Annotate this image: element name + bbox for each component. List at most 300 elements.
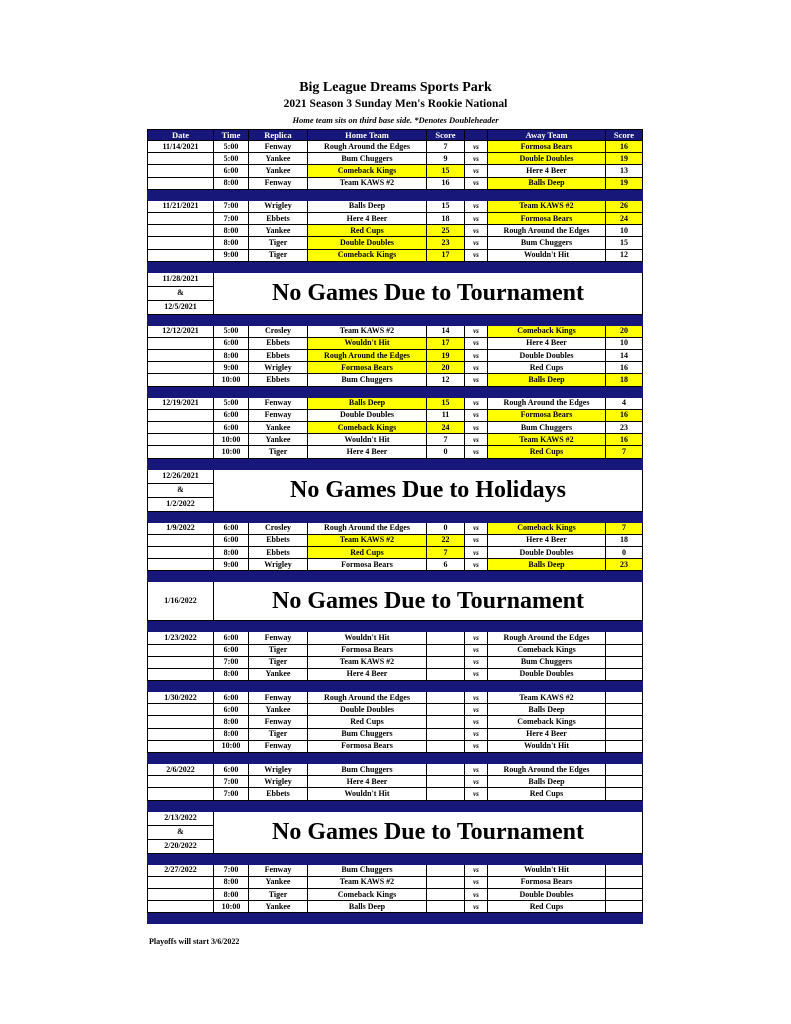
home-team: Rough Around the Edges [308,141,427,153]
home-team: Red Cups [308,225,427,237]
game-date [148,153,214,165]
separator-cell [308,189,427,200]
game-replica-field: Crosley [249,522,308,534]
separator-cell [249,189,308,200]
away-score [606,888,643,900]
game-replica-field: Fenway [249,397,308,409]
vs-label: vs [465,728,488,740]
away-score [606,728,643,740]
home-score: 12 [427,374,465,386]
game-time: 10:00 [214,901,249,913]
game-date [148,901,214,913]
game-row [148,692,643,704]
separator-cell [427,753,465,764]
game-replica-field: Tiger [249,728,308,740]
separator-cell [148,800,214,811]
separator-cell [308,571,427,582]
game-row [148,864,643,876]
home-team: Wouldn't Hit [308,337,427,349]
game-replica-field: Yankee [249,704,308,716]
away-score [606,692,643,704]
vs-label: vs [465,692,488,704]
game-row [148,237,643,249]
col-header-home-team: Home Team [308,130,427,141]
page-subtitle: 2021 Season 3 Sunday Men's Rookie National [283,98,508,110]
game-replica-field: Ebbets [249,350,308,362]
game-date: 11/14/2021 [148,141,214,153]
home-score: 15 [427,397,465,409]
game-time: 10:00 [214,740,249,752]
home-score: 7 [427,141,465,153]
separator-cell [488,621,606,632]
game-replica-field: Ebbets [249,212,308,224]
separator-cell [488,511,606,522]
home-score: 15 [427,165,465,177]
separator-cell [488,261,606,272]
game-time: 6:00 [214,632,249,644]
away-team: Rough Around the Edges [488,225,606,237]
home-team: Here 4 Beer [308,668,427,680]
separator-cell [427,261,465,272]
home-team: Wouldn't Hit [308,434,427,446]
separator-cell [427,189,465,200]
col-header-vs [465,130,488,141]
away-team: Formosa Bears [488,212,606,224]
away-score [606,776,643,788]
separator-cell [606,681,643,692]
away-team: Comeback Kings [488,522,606,534]
home-score [427,728,465,740]
home-score: 6 [427,559,465,571]
separator-cell [606,800,643,811]
separator-row [148,800,643,811]
away-score [606,788,643,800]
game-date: 1/30/2022 [148,692,214,704]
home-score: 24 [427,422,465,434]
game-row [148,716,643,728]
no-games-date: 11/28/2021 [148,272,214,286]
away-team: Red Cups [488,788,606,800]
page-title: Big League Dreams Sports Park [299,80,492,95]
home-team: Bum Chuggers [308,728,427,740]
game-time: 8:00 [214,546,249,558]
separator-cell [148,314,214,325]
vs-label: vs [465,656,488,668]
game-date [148,668,214,680]
game-replica-field: Yankee [249,422,308,434]
home-score: 23 [427,237,465,249]
home-team: Formosa Bears [308,362,427,374]
separator-cell [606,189,643,200]
separator-cell [308,314,427,325]
game-date: 2/27/2022 [148,864,214,876]
game-replica-field: Yankee [249,876,308,888]
game-time: 6:00 [214,409,249,421]
home-score: 17 [427,337,465,349]
home-score: 19 [427,350,465,362]
vs-label: vs [465,559,488,571]
game-row [148,559,643,571]
separator-cell [249,913,308,924]
separator-cell [249,458,308,469]
game-date: 1/9/2022 [148,522,214,534]
separator-cell [465,458,488,469]
game-row [148,764,643,776]
home-team: Bum Chuggers [308,864,427,876]
home-score: 0 [427,522,465,534]
game-time: 6:00 [214,422,249,434]
home-team: Wouldn't Hit [308,788,427,800]
away-score [606,901,643,913]
away-team: Rough Around the Edges [488,397,606,409]
game-row [148,325,643,337]
vs-label: vs [465,362,488,374]
vs-label: vs [465,776,488,788]
vs-label: vs [465,876,488,888]
separator-cell [308,800,427,811]
game-date [148,704,214,716]
game-row [148,225,643,237]
away-team: Wouldn't Hit [488,740,606,752]
separator-cell [214,913,249,924]
separator-cell [606,853,643,864]
separator-row [148,189,643,200]
away-team: Balls Deep [488,374,606,386]
game-row [148,141,643,153]
game-replica-field: Tiger [249,446,308,458]
game-replica-field: Wrigley [249,764,308,776]
separator-cell [427,853,465,864]
away-team: Wouldn't Hit [488,864,606,876]
game-time: 6:00 [214,534,249,546]
game-time: 8:00 [214,225,249,237]
game-time: 7:00 [214,656,249,668]
game-time: 8:00 [214,350,249,362]
away-score: 15 [606,237,643,249]
away-score [606,632,643,644]
separator-cell [249,511,308,522]
away-team: Formosa Bears [488,141,606,153]
away-score [606,864,643,876]
home-team: Comeback Kings [308,249,427,261]
away-team: Bum Chuggers [488,237,606,249]
away-team: Rough Around the Edges [488,764,606,776]
game-date [148,409,214,421]
separator-cell [427,913,465,924]
away-score: 24 [606,212,643,224]
away-team: Comeback Kings [488,644,606,656]
away-score: 16 [606,409,643,421]
away-team: Red Cups [488,901,606,913]
game-replica-field: Fenway [249,692,308,704]
separator-cell [606,913,643,924]
game-replica-field: Fenway [249,141,308,153]
no-games-date: 12/26/2021 [148,469,214,483]
home-score: 0 [427,446,465,458]
game-row [148,165,643,177]
home-team: Team KAWS #2 [308,325,427,337]
away-score [606,644,643,656]
home-team: Team KAWS #2 [308,177,427,189]
home-team: Balls Deep [308,397,427,409]
separator-cell [606,386,643,397]
game-replica-field: Tiger [249,644,308,656]
no-games-banner: No Games Due to Tournament [214,582,643,621]
game-time: 7:00 [214,776,249,788]
home-team: Bum Chuggers [308,374,427,386]
home-score: 22 [427,534,465,546]
away-score: 16 [606,362,643,374]
separator-row [148,314,643,325]
game-date [148,212,214,224]
game-row [148,668,643,680]
game-row [148,409,643,421]
away-score: 18 [606,534,643,546]
away-score: 0 [606,546,643,558]
separator-cell [488,386,606,397]
no-games-date: & [148,286,214,300]
away-team: Comeback Kings [488,325,606,337]
separator-cell [606,261,643,272]
schedule-note: Home team sits on third base side. *Denotes Doubleheader [292,115,499,125]
game-time: 6:00 [214,337,249,349]
game-row [148,249,643,261]
separator-cell [488,314,606,325]
game-time: 7:00 [214,864,249,876]
game-replica-field: Ebbets [249,788,308,800]
no-games-row [148,582,643,621]
col-header-replica: Replica [249,130,308,141]
no-games-date: & [148,825,214,839]
vs-label: vs [465,337,488,349]
game-date [148,776,214,788]
game-replica-field: Wrigley [249,362,308,374]
separator-cell [148,189,214,200]
home-team: Rough Around the Edges [308,692,427,704]
game-date [148,534,214,546]
game-date [148,237,214,249]
game-row [148,446,643,458]
separator-cell [308,913,427,924]
home-score [427,632,465,644]
away-team: Balls Deep [488,559,606,571]
no-games-date: 2/13/2022 [148,811,214,825]
separator-row [148,621,643,632]
away-score: 18 [606,374,643,386]
game-date [148,177,214,189]
game-time: 6:00 [214,165,249,177]
separator-cell [214,386,249,397]
separator-cell [148,261,214,272]
home-team: Formosa Bears [308,740,427,752]
vs-label: vs [465,668,488,680]
separator-cell [465,571,488,582]
game-time: 8:00 [214,716,249,728]
no-games-date: 2/20/2022 [148,839,214,853]
game-replica-field: Fenway [249,632,308,644]
vs-label: vs [465,740,488,752]
game-row [148,656,643,668]
home-score [427,716,465,728]
separator-cell [148,681,214,692]
game-time: 8:00 [214,668,249,680]
separator-row [148,913,643,924]
game-replica-field: Tiger [249,656,308,668]
away-score [606,716,643,728]
separator-cell [249,386,308,397]
separator-cell [488,913,606,924]
game-row [148,522,643,534]
separator-cell [148,621,214,632]
home-team: Bum Chuggers [308,764,427,776]
away-team: Rough Around the Edges [488,632,606,644]
game-time: 6:00 [214,692,249,704]
game-time: 5:00 [214,325,249,337]
vs-label: vs [465,212,488,224]
away-score: 4 [606,397,643,409]
home-score [427,704,465,716]
away-team: Team KAWS #2 [488,434,606,446]
home-score: 14 [427,325,465,337]
col-header-time: Time [214,130,249,141]
vs-label: vs [465,165,488,177]
separator-cell [214,681,249,692]
separator-cell [308,386,427,397]
game-row [148,644,643,656]
separator-cell [465,681,488,692]
game-time: 7:00 [214,200,249,212]
game-date [148,225,214,237]
vs-label: vs [465,522,488,534]
game-time: 5:00 [214,397,249,409]
game-date [148,716,214,728]
home-score: 18 [427,212,465,224]
separator-cell [427,800,465,811]
game-date: 11/21/2021 [148,200,214,212]
away-score: 20 [606,325,643,337]
vs-label: vs [465,644,488,656]
vs-label: vs [465,788,488,800]
game-date: 1/23/2022 [148,632,214,644]
game-date [148,337,214,349]
home-team: Comeback Kings [308,165,427,177]
game-date [148,740,214,752]
vs-label: vs [465,409,488,421]
vs-label: vs [465,888,488,900]
no-games-banner: No Games Due to Tournament [214,272,643,314]
no-games-row [148,469,643,483]
away-score: 13 [606,165,643,177]
game-time: 6:00 [214,764,249,776]
game-date [148,374,214,386]
separator-row [148,571,643,582]
home-team: Double Doubles [308,704,427,716]
separator-cell [249,261,308,272]
game-replica-field: Tiger [249,249,308,261]
away-team: Double Doubles [488,153,606,165]
away-team: Team KAWS #2 [488,200,606,212]
away-score [606,656,643,668]
away-team: Here 4 Beer [488,165,606,177]
game-time: 8:00 [214,177,249,189]
home-score: 15 [427,200,465,212]
separator-cell [465,913,488,924]
game-replica-field: Wrigley [249,200,308,212]
away-score [606,876,643,888]
game-row [148,632,643,644]
game-time: 6:00 [214,522,249,534]
game-replica-field: Ebbets [249,546,308,558]
col-header-home-score: Score [427,130,465,141]
home-team: Balls Deep [308,901,427,913]
vs-label: vs [465,901,488,913]
game-time: 10:00 [214,446,249,458]
away-team: Here 4 Beer [488,337,606,349]
game-row [148,374,643,386]
away-score: 23 [606,559,643,571]
separator-cell [308,621,427,632]
separator-cell [427,458,465,469]
vs-label: vs [465,864,488,876]
home-team: Red Cups [308,716,427,728]
separator-cell [465,261,488,272]
away-team: Formosa Bears [488,876,606,888]
game-row [148,788,643,800]
away-team: Double Doubles [488,350,606,362]
separator-cell [488,853,606,864]
no-games-date: 12/5/2021 [148,300,214,314]
away-team: Red Cups [488,362,606,374]
separator-cell [308,753,427,764]
separator-cell [214,853,249,864]
separator-cell [249,621,308,632]
game-date [148,644,214,656]
game-replica-field: Yankee [249,153,308,165]
vs-label: vs [465,764,488,776]
vs-label: vs [465,350,488,362]
game-date [148,728,214,740]
home-team: Formosa Bears [308,559,427,571]
game-date: 12/12/2021 [148,325,214,337]
game-replica-field: Yankee [249,434,308,446]
separator-cell [148,753,214,764]
away-score [606,764,643,776]
separator-cell [214,753,249,764]
home-team: Comeback Kings [308,888,427,900]
no-games-banner: No Games Due to Tournament [214,811,643,853]
vs-label: vs [465,374,488,386]
separator-cell [308,853,427,864]
home-team: Team KAWS #2 [308,534,427,546]
separator-cell [249,571,308,582]
home-score: 16 [427,177,465,189]
game-replica-field: Fenway [249,177,308,189]
game-replica-field: Yankee [249,668,308,680]
playoffs-note: Playoffs will start 3/6/2022 [149,937,240,946]
away-team: Balls Deep [488,776,606,788]
no-games-date: & [148,483,214,497]
vs-label: vs [465,546,488,558]
game-replica-field: Tiger [249,888,308,900]
game-time: 9:00 [214,362,249,374]
game-replica-field: Yankee [249,901,308,913]
separator-row [148,261,643,272]
separator-cell [308,261,427,272]
separator-cell [427,621,465,632]
away-score: 10 [606,225,643,237]
vs-label: vs [465,325,488,337]
away-team: Double Doubles [488,546,606,558]
